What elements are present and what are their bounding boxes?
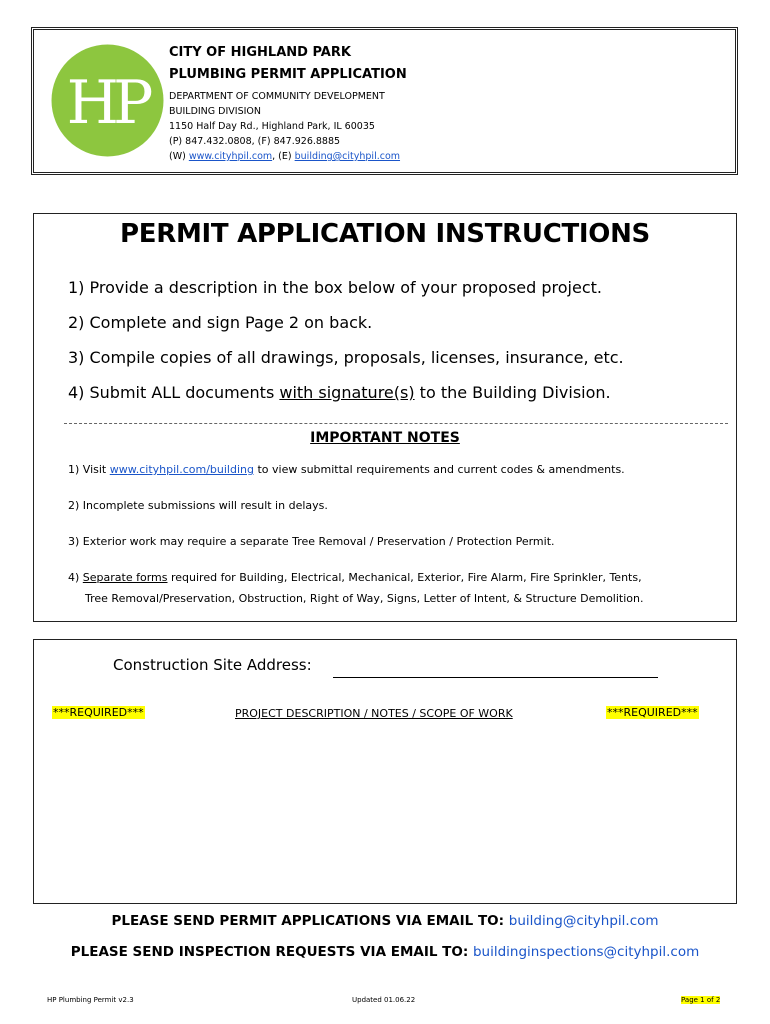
permit-email-label: PLEASE SEND PERMIT APPLICATIONS VIA EMAIL TO: <box>111 913 509 929</box>
form-id: HP Plumbing Permit v2.3 <box>47 996 134 1004</box>
description-label: PROJECT DESCRIPTION / NOTES / SCOPE OF WORK <box>235 707 513 720</box>
logo-text: HP <box>66 68 148 138</box>
building-page-link[interactable]: www.cityhpil.com/building <box>109 463 254 476</box>
inspection-email-line <box>0 944 770 960</box>
city-name: CITY OF HIGHLAND PARK <box>169 45 351 60</box>
form-title: PLUMBING PERMIT APPLICATION <box>169 67 407 82</box>
note-1 <box>68 463 625 476</box>
inspection-email-link[interactable]: buildinginspections@cityhpil.com <box>472 944 700 960</box>
required-badge-left: ***REQUIRED*** <box>53 706 144 719</box>
department: DEPARTMENT OF COMMUNITY DEVELOPMENT <box>169 91 385 102</box>
project-description-box[interactable] <box>33 639 737 904</box>
divider <box>64 423 728 424</box>
permit-email-link[interactable]: building@cityhpil.com <box>508 913 659 929</box>
step4-text-a: 4) Submit ALL documents <box>68 383 280 402</box>
division: BUILDING DIVISION <box>169 106 262 117</box>
step4-underlined: with signature(s) <box>279 383 415 402</box>
building-email-link[interactable]: building@cityhpil.com <box>294 151 401 162</box>
note1-text-a: 1) Visit <box>68 463 110 476</box>
site-address-label: Construction Site Address: <box>113 656 312 674</box>
instructions-box <box>33 213 737 622</box>
page-number: Page 1 of 2 <box>681 996 721 1004</box>
letterhead-text <box>169 42 407 164</box>
updated-date: Updated 01.06.22 <box>352 996 416 1004</box>
note-4 <box>68 571 642 584</box>
permit-email-line <box>0 913 770 929</box>
web-email-line <box>169 149 407 164</box>
website-link[interactable]: www.cityhpil.com <box>188 151 273 162</box>
note-3: 3) Exterior work may require a separate Tree Removal / Preservation / Protection Permit. <box>68 535 555 548</box>
inspection-email-label: PLEASE SEND INSPECTION REQUESTS VIA EMAIL TO: <box>70 944 473 960</box>
instructions-title: PERMIT APPLICATION INSTRUCTIONS <box>120 219 650 249</box>
note-4-continued: Tree Removal/Preservation, Obstruction, Right of Way, Signs, Letter of Intent, & Structure Demolition. <box>85 592 644 605</box>
description-field[interactable] <box>44 730 724 890</box>
instruction-step-4 <box>68 383 611 402</box>
note4-text-a: 4) <box>68 571 83 584</box>
web-prefix: (W) <box>169 151 189 162</box>
required-badge-right: ***REQUIRED*** <box>607 706 698 719</box>
letterhead <box>31 27 738 175</box>
instruction-step-2: 2) Complete and sign Page 2 on back. <box>68 313 373 332</box>
email-prefix: , (E) <box>272 151 295 162</box>
address: 1150 Half Day Rd., Highland Park, IL 60035 <box>169 121 375 132</box>
instruction-step-1: 1) Provide a description in the box below of your proposed project. <box>68 278 602 297</box>
notes-title: IMPORTANT NOTES <box>310 430 460 446</box>
note-2: 2) Incomplete submissions will result in delays. <box>68 499 328 512</box>
hp-logo <box>50 43 165 158</box>
phone-fax: (P) 847.432.0808, (F) 847.926.8885 <box>169 136 341 147</box>
note4-text-b: required for Building, Electrical, Mechanical, Exterior, Fire Alarm, Fire Sprinkler, Tents, <box>167 571 642 584</box>
note4-underlined: Separate forms <box>82 571 168 584</box>
instruction-step-3: 3) Compile copies of all drawings, proposals, licenses, insurance, etc. <box>68 348 624 367</box>
step4-text-b: to the Building Division. <box>414 383 611 402</box>
note1-text-b: to view submittal requirements and current codes & amendments. <box>253 463 625 476</box>
site-address-field[interactable] <box>333 677 658 678</box>
